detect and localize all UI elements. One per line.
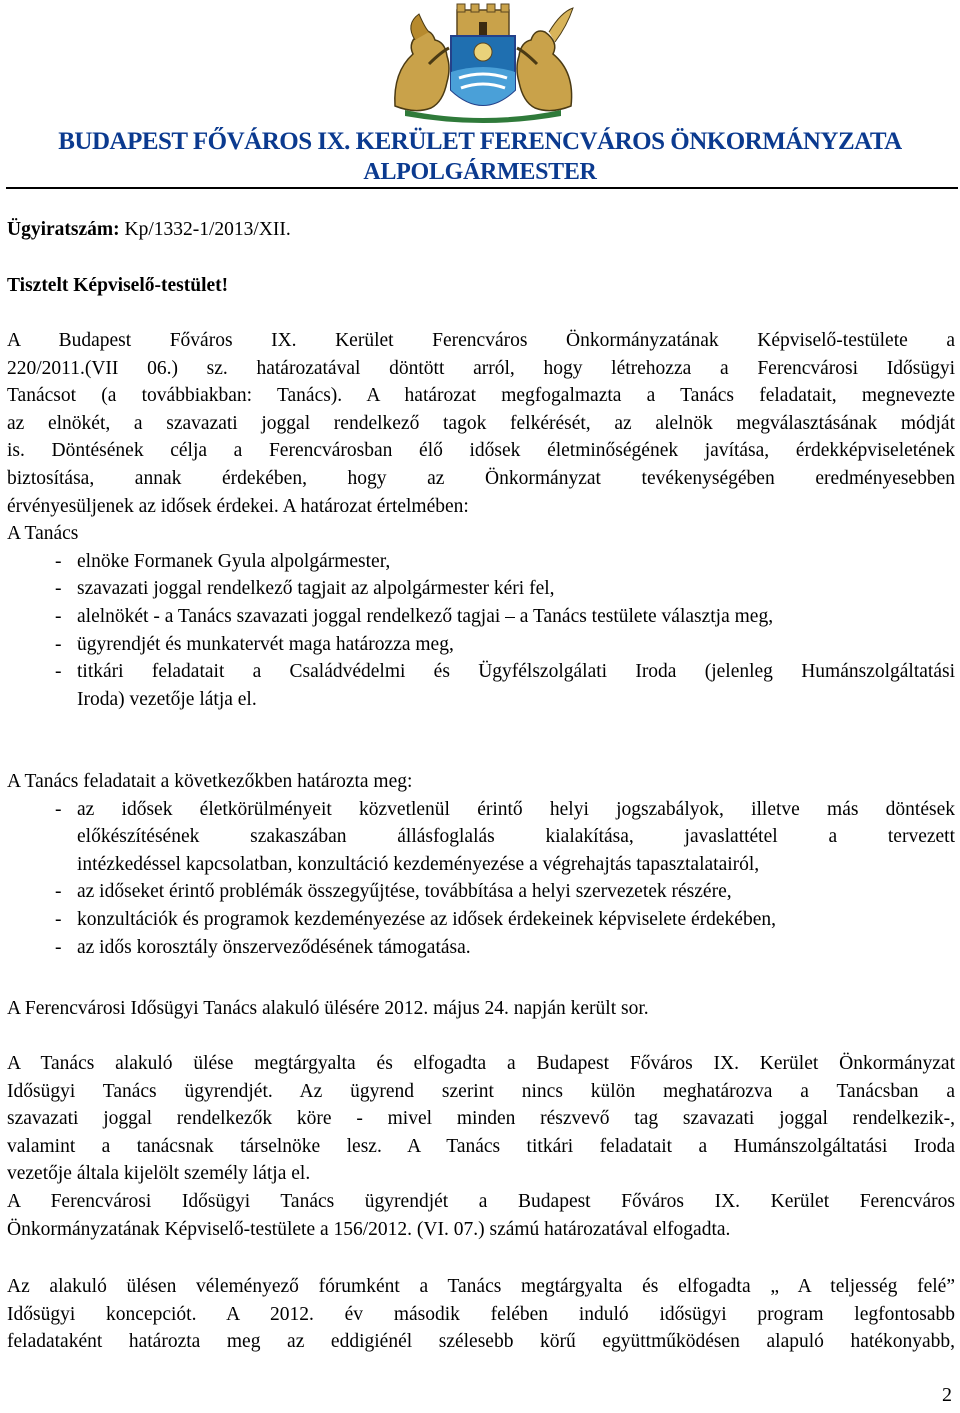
list-item-text: elnöke Formanek Gyula alpolgármester,: [77, 550, 391, 572]
list-item: - ügyrendjét és munkatervét maga határozza meg,: [55, 633, 454, 655]
concept-paragraph: [7, 1273, 955, 1356]
salutation: Tisztelt Képviselő-testület!: [7, 275, 229, 296]
header-divider: [6, 187, 958, 189]
list-item: - konzultációk és programok kezdeményezése az idősek érdekeinek képviselete érdekében,: [55, 908, 776, 930]
page-title: BUDAPEST FŐVÁROS IX. KERÜLET FERENCVÁROS ÖNKORMÁNYZATA: [58, 128, 902, 155]
intro-line: biztosítása, annak érdekében, hogy az Önkormányzat tevékenységében eredményesebben: [7, 467, 955, 489]
intro-line: A Budapest Főváros IX. Kerület Ferencváros Önkormányzatának Képviselő-testülete a: [7, 330, 955, 351]
reference-value: Kp/1332-1/2013/XII.: [124, 219, 291, 240]
list-item-text: előkészítésének szakaszában állásfoglalás kialakítása, javaslattétel a tervezett: [77, 826, 955, 848]
list-item: - alelnökét - a Tanács szavazati joggal rendelkező tagjai – a Tanács testülete választja meg,: [55, 605, 774, 627]
list-item: - elnöke Formanek Gyula alpolgármester,: [55, 550, 391, 572]
list-item: - az időseket érintő problémák összegyűjtése, továbbítása a helyi szervezetek részére,: [55, 881, 732, 903]
rules-line: Önkormányzatának Képviselő-testülete a 156/2012. (VI. 07.) számú határozatával elfogadta.: [7, 1218, 731, 1240]
list-item-text: Iroda) vezetője látja el.: [77, 688, 257, 710]
rules-line: szavazati joggal rendelkezők köre - mivel minden részvevő tag szavazati joggal rendelkezik-,: [7, 1108, 955, 1130]
concept-line: feladataként határozta meg az eddigiénél szélesebb körű együttműködésen alapuló hatékonyabb,: [7, 1331, 955, 1353]
rules-line: vezetője általa kijelölt személy látja el.: [7, 1163, 311, 1185]
list-item-text: titkári feladatait a Családvédelmi és Ügyfélszolgálati Iroda (jelenleg Humánszolgáltatási: [77, 661, 955, 683]
intro-line: is. Döntésének célja a Ferencvárosban élő idősek életminőségének javítása, érdekképviseletének: [7, 440, 955, 462]
list-item: - az idősek életkörülményeit közvetlenül érintő helyi jogszabályok, illetve más döntések előkészítésének szakaszában állásfoglalás kialakítása, javaslattétel a tervezett intézkedéssel kapcsolatban, konzultáció kezdeményezése a végrehajtás tapasztalatairól,: [7, 796, 955, 879]
intro-line: érvényesüljenek az idősek érdekei. A határozat értelmében:: [7, 495, 469, 517]
reference-line: [7, 216, 955, 244]
rules-line: A Ferencvárosi Idősügyi Tanács ügyrendjét a Budapest Főváros IX. Kerület Ferencváros: [7, 1190, 955, 1212]
list-item-text: szavazati joggal rendelkező tagjait az alpolgármester kéri fel,: [77, 578, 555, 600]
page-subtitle: ALPOLGÁRMESTER: [363, 159, 597, 185]
rules-paragraph: [7, 1050, 955, 1243]
list-lead: A Tanács: [7, 523, 79, 545]
reference-label: Ügyiratszám:: [7, 219, 120, 240]
list-item-text: az időseket érintő problémák összegyűjtése, továbbítása a helyi szervezetek részére,: [77, 881, 732, 903]
list-item-text: alelnökét - a Tanács szavazati joggal rendelkező tagjai – a Tanács testülete választja meg,: [77, 605, 774, 627]
page-number: 2: [942, 1384, 952, 1406]
list-item: - az idős korosztály önszerveződésének támogatása.: [55, 936, 471, 958]
concept-line: Idősügyi koncepciót. A 2012. év második felében induló idősügyi program legfontosabb: [7, 1303, 955, 1325]
intro-line: az elnökét, a szavazati joggal rendelkező tagok felkérését, az alelnök megválasztásának módját: [7, 412, 955, 434]
rules-line: A Tanács alakuló ülése megtárgyalta és elfogadta a Budapest Főváros IX. Kerület Önkormányzat: [7, 1053, 955, 1074]
rules-line: valamint a tanácsnak társelnöke lesz. A Tanács titkári feladatait a Humánszolgáltatási Iroda: [7, 1135, 955, 1157]
intro-paragraph: [7, 327, 955, 713]
rules-line: Idősügyi Tanács ügyrendjét. Az ügyrend szerint nincs külön meghatározva a Tanácsban a: [7, 1080, 955, 1102]
list-item-text: az idős korosztály önszerveződésének támogatása.: [77, 936, 471, 958]
meeting-paragraph: A Ferencvárosi Idősügyi Tanács alakuló ülésére 2012. május 24. napján került sor.: [7, 998, 649, 1019]
list-item-text: az idősek életkörülményeit közvetlenül érintő helyi jogszabályok, illetve más döntések: [77, 798, 955, 820]
concept-line: Az alakuló ülésen véleményező fórumként a Tanács megtárgyalta és elfogadta „ A teljesség felé”: [7, 1276, 955, 1297]
list-item: - szavazati joggal rendelkező tagjait az alpolgármester kéri fel,: [55, 578, 555, 600]
tasks-lead: A Tanács feladatait a következőkben határozta meg:: [7, 771, 413, 792]
list-item-text: konzultációk és programok kezdeményezése az idősek érdekeinek képviselete érdekében,: [77, 908, 776, 930]
intro-line: 220/2011.(VII 06.) sz. határozatával döntött arról, hogy létrehozza a Ferencvárosi Idősügyi: [7, 357, 955, 379]
list-item-text: ügyrendjét és munkatervét maga határozza meg,: [77, 633, 454, 655]
intro-line: Tanácsot (a továbbiakban: Tanács). A határozat megfogalmazta a Tanács feladatait, megnevezte: [7, 385, 955, 407]
coat-of-arms-icon: [385, 2, 581, 124]
list-item: - titkári feladatait a Családvédelmi és Ügyfélszolgálati Iroda (jelenleg Humánszolgáltatási Iroda) vezetője látja el.: [7, 658, 955, 713]
list-item-text: intézkedéssel kapcsolatban, konzultáció kezdeményezése a végrehajtás tapasztalatairól,: [77, 853, 760, 875]
tasks-section: [7, 768, 955, 961]
